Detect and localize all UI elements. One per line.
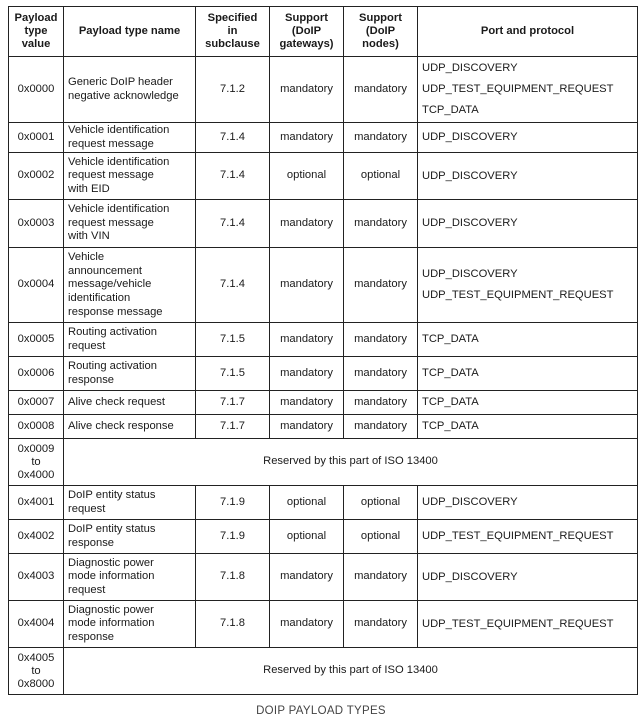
port-and-protocol	[418, 357, 638, 391]
port-protocol-entry: UDP_DISCOVERY	[422, 62, 518, 74]
specified-subclause: 7.1.7	[196, 415, 270, 439]
payload-type-value: 0x4004	[9, 601, 64, 648]
text-line: DoIP entity status	[68, 523, 156, 536]
port-protocol-entry: TCP_DATA	[422, 396, 479, 409]
port-protocol-entry: UDP_TEST_EQUIPMENT_REQUEST	[422, 530, 614, 543]
port-and-protocol	[418, 486, 638, 520]
payload-type-value: 0x0008	[9, 415, 64, 439]
payload-type-value: 0x0001	[9, 123, 64, 153]
specified-subclause: 7.1.9	[196, 520, 270, 554]
payload-type-name	[64, 57, 196, 123]
support-nodes: mandatory	[344, 357, 418, 391]
text-line: with VIN	[68, 230, 110, 243]
port-protocol-entry: TCP_DATA	[422, 333, 479, 346]
text-line: announcement	[68, 264, 143, 277]
table-row	[9, 323, 638, 357]
header-payload-type-value: Payload type value	[9, 7, 64, 57]
header-port-and-protocol: Port and protocol	[418, 7, 638, 57]
support-nodes: mandatory	[344, 601, 418, 648]
payload-type-value: 0x4003	[9, 554, 64, 601]
specified-subclause: 7.1.8	[196, 601, 270, 648]
payload-type-range	[9, 648, 64, 695]
table-caption: DOIP PAYLOAD TYPES	[256, 705, 386, 717]
text-line: request	[68, 502, 106, 515]
text-line: request message	[68, 169, 154, 182]
table-row	[9, 415, 638, 439]
reserved-text: Reserved by this part of ISO 13400	[64, 648, 638, 695]
table-row	[9, 601, 638, 648]
support-nodes: mandatory	[344, 200, 418, 248]
port-and-protocol	[418, 123, 638, 153]
payload-type-value: 0x4002	[9, 520, 64, 554]
support-gateways: mandatory	[270, 200, 344, 248]
port-and-protocol	[418, 153, 638, 200]
text-line: mode information	[68, 617, 155, 630]
support-nodes: optional	[344, 153, 418, 200]
payload-type-name	[64, 323, 196, 357]
port-protocol-entry: UDP_DISCOVERY	[422, 217, 518, 230]
port-protocol-entry: TCP_DATA	[422, 367, 479, 380]
port-and-protocol	[418, 248, 638, 323]
support-gateways: mandatory	[270, 248, 344, 323]
support-nodes: mandatory	[344, 391, 418, 415]
port-protocol-entry: UDP_DISCOVERY	[422, 570, 518, 583]
support-nodes: mandatory	[344, 123, 418, 153]
support-gateways: mandatory	[270, 123, 344, 153]
text-line: 0x8000	[17, 677, 55, 690]
support-nodes: optional	[344, 486, 418, 520]
text-line: to	[31, 455, 41, 468]
specified-subclause: 7.1.4	[196, 248, 270, 323]
specified-subclause: 7.1.2	[196, 57, 270, 123]
text-line: response	[68, 630, 115, 643]
payload-type-name	[64, 153, 196, 200]
reserved-row	[9, 648, 638, 695]
text-line: Alive check response	[68, 419, 174, 432]
text-line: 0x4005	[17, 651, 55, 664]
header-support-nodes: Support (DoIP nodes)	[344, 7, 418, 57]
text-line: Diagnostic power	[68, 603, 154, 616]
specified-subclause: 7.1.5	[196, 323, 270, 357]
support-gateways: mandatory	[270, 601, 344, 648]
text-line: 0x4000	[17, 468, 55, 481]
specified-subclause: 7.1.4	[196, 200, 270, 248]
specified-subclause: 7.1.4	[196, 153, 270, 200]
text-line: Vehicle	[68, 251, 105, 264]
text-line: Generic DoIP header	[68, 75, 173, 88]
port-and-protocol	[418, 554, 638, 601]
text-line: DoIP entity status	[68, 489, 156, 502]
header-support-gateways: Support (DoIP gateways)	[270, 7, 344, 57]
table-row	[9, 391, 638, 415]
text-line: Vehicle identification	[68, 155, 170, 168]
text-line: Routing activation	[68, 360, 157, 373]
text-line: mode information	[68, 570, 155, 583]
payload-type-name	[64, 357, 196, 391]
port-protocol-entry: UDP_TEST_EQUIPMENT_REQUEST	[422, 83, 614, 95]
table-row	[9, 520, 638, 554]
specified-subclause: 7.1.8	[196, 554, 270, 601]
text-line: request	[68, 339, 106, 352]
reserved-row	[9, 439, 638, 486]
table-row	[9, 357, 638, 391]
payload-type-name	[64, 391, 196, 415]
text-line: request	[68, 583, 106, 596]
text-line: 0x0009	[17, 442, 55, 455]
port-protocol-entry: UDP_TEST_EQUIPMENT_REQUEST	[422, 617, 614, 630]
header-payload-type-name: Payload type name	[64, 7, 196, 57]
port-protocol-entry: UDP_DISCOVERY	[422, 268, 518, 281]
payload-type-name	[64, 123, 196, 153]
support-gateways: optional	[270, 486, 344, 520]
port-protocol-entry: TCP_DATA	[422, 420, 479, 433]
payload-type-name	[64, 486, 196, 520]
support-nodes: mandatory	[344, 415, 418, 439]
payload-type-value: 0x0007	[9, 391, 64, 415]
support-gateways: mandatory	[270, 391, 344, 415]
text-line: Vehicle identification	[68, 124, 170, 136]
port-protocol-entry: UDP_TEST_EQUIPMENT_REQUEST	[422, 289, 614, 302]
table-row	[9, 153, 638, 200]
support-gateways: optional	[270, 520, 344, 554]
support-gateways: mandatory	[270, 323, 344, 357]
reserved-text: Reserved by this part of ISO 13400	[64, 439, 638, 486]
text-line: response	[68, 536, 115, 549]
specified-subclause: 7.1.9	[196, 486, 270, 520]
support-gateways: mandatory	[270, 554, 344, 601]
payload-type-value: 0x4001	[9, 486, 64, 520]
table-row	[9, 123, 638, 153]
support-nodes: mandatory	[344, 57, 418, 123]
payload-type-name	[64, 200, 196, 248]
payload-type-value: 0x0005	[9, 323, 64, 357]
text-line: to	[31, 664, 41, 677]
table-row	[9, 554, 638, 601]
port-and-protocol	[418, 520, 638, 554]
payload-type-name	[64, 601, 196, 648]
payload-type-range	[9, 439, 64, 486]
port-and-protocol	[418, 415, 638, 439]
port-and-protocol	[418, 601, 638, 648]
table-row	[9, 200, 638, 248]
text-line: with EID	[68, 182, 110, 195]
text-line: Diagnostic power	[68, 556, 154, 569]
text-line: Vehicle identification	[68, 203, 170, 216]
specified-subclause: 7.1.7	[196, 391, 270, 415]
payload-type-name	[64, 554, 196, 601]
port-protocol-entry: TCP_DATA	[422, 104, 479, 116]
text-line: identification	[68, 291, 131, 304]
support-nodes: mandatory	[344, 323, 418, 357]
payload-types-table	[8, 6, 638, 695]
payload-type-name	[64, 415, 196, 439]
payload-type-value: 0x0000	[9, 57, 64, 123]
port-protocol-entry: UDP_DISCOVERY	[422, 169, 518, 182]
table-body	[9, 57, 638, 695]
payload-type-value: 0x0003	[9, 200, 64, 248]
header-specified-in-subclause: Specified in subclause	[196, 7, 270, 57]
text-line: message/vehicle	[68, 278, 152, 291]
payload-type-value: 0x0004	[9, 248, 64, 323]
support-nodes: mandatory	[344, 554, 418, 601]
port-and-protocol	[418, 200, 638, 248]
text-line: Alive check request	[68, 395, 166, 408]
port-and-protocol	[418, 57, 638, 123]
specified-subclause: 7.1.5	[196, 357, 270, 391]
port-protocol-entry: UDP_DISCOVERY	[422, 496, 518, 509]
payload-type-value: 0x0006	[9, 357, 64, 391]
support-nodes: mandatory	[344, 248, 418, 323]
header-row	[9, 7, 638, 57]
port-and-protocol	[418, 391, 638, 415]
payload-type-name	[64, 248, 196, 323]
support-gateways: mandatory	[270, 415, 344, 439]
text-line: response message	[68, 305, 163, 318]
text-line: negative acknowledge	[68, 89, 179, 102]
text-line: Routing activation	[68, 326, 157, 339]
table-row	[9, 57, 638, 123]
support-nodes: optional	[344, 520, 418, 554]
support-gateways: mandatory	[270, 357, 344, 391]
text-line: request message	[68, 137, 154, 150]
text-line: response	[68, 373, 115, 386]
support-gateways: optional	[270, 153, 344, 200]
payload-type-value: 0x0002	[9, 153, 64, 200]
port-and-protocol	[418, 323, 638, 357]
table-row	[9, 248, 638, 323]
port-protocol-entry: UDP_DISCOVERY	[422, 131, 518, 144]
table-row	[9, 486, 638, 520]
payload-type-name	[64, 520, 196, 554]
text-line: request message	[68, 216, 154, 229]
specified-subclause: 7.1.4	[196, 123, 270, 153]
support-gateways: mandatory	[270, 57, 344, 123]
